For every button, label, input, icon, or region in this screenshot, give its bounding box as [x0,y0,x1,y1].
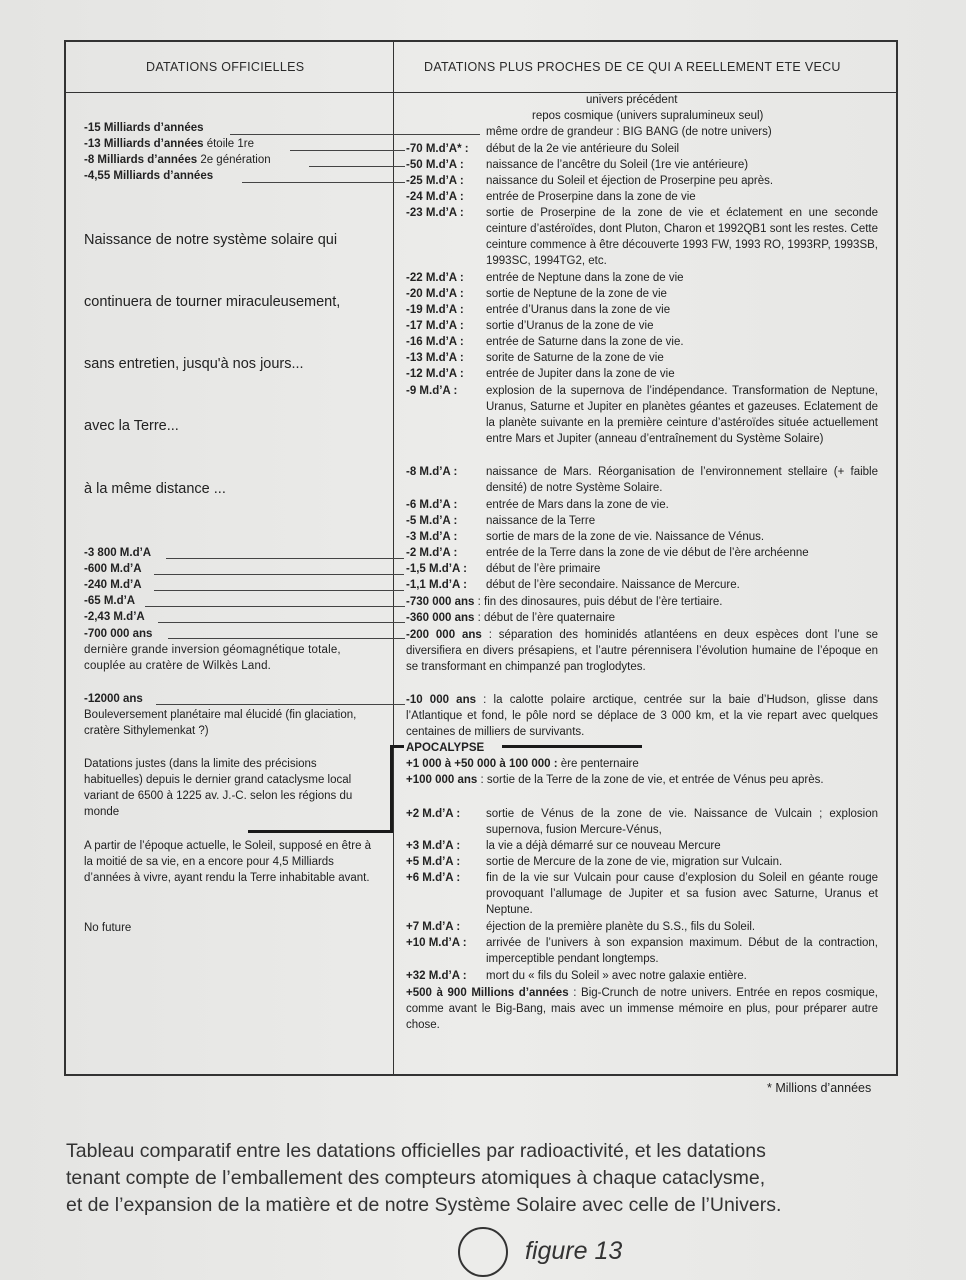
timeline-entry: -10 000 ans : la calotte polaire arctique, centrée sur la baie d’Hudson, glisse dans l’Atlantique et fond, le pôle nord se déplace de 3 000 km, et la vie repart avec quelques centaines de milliers de survivants. [406,694,878,738]
official-date-3: -8 Milliards d’années 2e génération [84,154,271,166]
official-date-2: -13 Milliards d’années étoile 1re [84,138,255,150]
timeline-event: sortie d’Uranus de la zone de vie [486,320,654,332]
connector-line [154,574,404,575]
connector-line [166,558,404,559]
connector-line [158,622,405,623]
timeline-date: -20 M.d’A : [406,288,464,300]
timeline-date: -9 M.d’A : [406,385,458,397]
connector-line [168,638,405,639]
official-date-7: -240 M.d’A [84,579,142,591]
timeline-date: -70 M.d’A* : [406,143,469,155]
timeline-date: -2 M.d’A : [406,547,458,559]
official-date-10: -700 000 ans [84,628,153,640]
official-date-10-text: dernière grande inversion géomagnétique totale, couplée au cratère de Wilkès Land. [84,644,341,672]
caption-line-2: tenant compte de l’emballement des compteurs atomiques à chaque cataclysme, [66,1167,766,1189]
sarcasm-line-4: avec la Terre... [84,418,179,434]
timeline-date: -25 M.d’A : [406,175,464,187]
timeline-event: naissance de la Terre [486,515,596,527]
sarcasm-line-1: Naissance de notre système solaire qui [84,232,338,248]
timeline-event: mort du « fils du Soleil » avec notre galaxie entière. [486,970,747,982]
official-date-11-text: Bouleversement planétaire mal élucidé (fin glaciation, cratère Sithylemenkat ?) [84,709,357,737]
right-cosmic-rest: repos cosmique (univers supralumineux seul) [532,110,764,122]
apocalypse-bracket [502,745,642,748]
timeline-date: -8 M.d’A : [406,466,458,478]
timeline-date: -22 M.d’A : [406,272,464,284]
timeline-date: -6 M.d’A : [406,499,458,511]
timeline-date: +5 M.d’A : [406,856,461,868]
timeline-date: +6 M.d’A : [406,872,461,884]
timeline-event: début de la 2e vie antérieure du Soleil [486,143,680,155]
connector-line [145,606,405,607]
timeline-event: entrée de la Terre dans la zone de vie début de l’ère archéenne [486,547,809,559]
timeline-date: -24 M.d’A : [406,191,464,203]
timeline-event: sortie de Mercure de la zone de vie, migration sur Vulcain. [486,856,783,868]
timeline-date: +7 M.d’A : [406,921,461,933]
timeline-entry: -200 000 ans : séparation des hominidés atlantéens en deux espèces dont l’une se diversifiera en divers présapiens, et l’autre pérennisera l’évolution humaine de l’époque en se transformant en chimpanzé pan troglodytes. [406,629,878,673]
timeline-date: -23 M.d’A : [406,207,464,219]
timeline-date: -17 M.d’A : [406,320,464,332]
apocalypse-label: APOCALYPSE [406,742,485,754]
connector-line [154,590,404,591]
connector-line [156,704,405,705]
apocalypse-bracket [390,745,404,748]
note-no-future: No future [84,922,132,934]
timeline-event: sortie de mars de la zone de vie. Naissance de Vénus. [486,531,765,543]
timeline-date: +10 M.d’A : [406,937,467,949]
timeline-event: sortie de Proserpine de la zone de vie et éclatement en une seconde ceinture d’astéroïdes, dont Pluton, Charon et 1992QB1 sont les restes. Cette ceinture commence à être découverte 1993 FW, 1993 RO, 1993RP, 1993SB, 1993SC, 1994TG2, etc. [486,207,878,267]
timeline-entry: -360 000 ans : début de l’ère quaternaire [406,612,616,624]
timeline-event: entrée d’Uranus dans la zone de vie [486,304,671,316]
timeline-event: naissance de l’ancêtre du Soleil (1re vie antérieure) [486,159,749,171]
connector-line [230,134,480,135]
timeline-event: entrée de Jupiter dans la zone de vie [486,368,675,380]
connector-line [242,182,405,183]
timeline-entry: +1 000 à +50 000 à 100 000 : ère penternaire [406,758,639,770]
note-sun-lifetime: A partir de l’époque actuelle, le Soleil, supposé en être à la moitié de sa vie, en a encore pour 4,5 Milliards d’années à vivre, ayant rendu la Terre inhabitable avant. [84,840,372,884]
timeline-event: arrivée de l’univers à son expansion maximum. Début de la contraction, imperceptible pendant longtemps. [486,937,878,965]
connector-line [290,150,405,151]
timeline-event: début de l’ère primaire [486,563,601,575]
timeline-date: -16 M.d’A : [406,336,464,348]
timeline-event: naissance du Soleil et éjection de Proserpine peu après. [486,175,774,187]
timeline-date: -19 M.d’A : [406,304,464,316]
timeline-date: -13 M.d’A : [406,352,464,364]
timeline-event: fin de la vie sur Vulcain pour cause d’explosion du Soleil en géante rouge provoquant l’allumage de Jupiter et sa fusion avec Saturne, Uranus et Neptune. [486,872,878,916]
timeline-event: entrée de Proserpine dans la zone de vie [486,191,696,203]
page-number-circle [458,1227,508,1277]
timeline-date: -3 M.d’A : [406,531,458,543]
official-date-5: -3 800 M.d’A [84,547,152,559]
timeline-event: sortie de Neptune de la zone de vie [486,288,667,300]
timeline-date: -1,5 M.d’A : [406,563,467,575]
header-left: DATATIONS OFFICIELLES [146,60,305,74]
sarcasm-line-2: continuera de tourner miraculeusement, [84,294,341,310]
timeline-entry: +100 000 ans : sortie de la Terre de la zone de vie, et entrée de Vénus peu après. [406,774,824,786]
apocalypse-bracket [390,745,393,833]
timeline-event: explosion de la supernova de l’indépendance. Transformation de Neptune, Uranus, Saturne et Jupiter en planètes géantes et gazeuses. Eclatement de la planète suivante en la première ceinture d’astéroïdes située actuellement entre Mars et Jupiter (anneau d’entraînement du Système Solaire) [486,385,878,445]
right-big-bang: même ordre de grandeur : BIG BANG (de notre univers) [486,126,772,138]
timeline-event: entrée de Saturne dans la zone de vie. [486,336,684,348]
timeline-date: -1,1 M.d’A : [406,579,467,591]
timeline-event: entrée de Neptune dans la zone de vie [486,272,684,284]
timeline-entry: +500 à 900 Millions d’années : Big-Crunch de notre univers. Entrée en repos cosmique, comme avant le Big-Bang, mais avec un immense mémoire en plus, pour préparer autre chose. [406,987,878,1031]
timeline-date: -5 M.d’A : [406,515,458,527]
caption-line-3: et de l’expansion de la matière et de notre Système Solaire avec celle de l’Univers. [66,1194,782,1216]
apocalypse-bracket [248,830,390,833]
official-date-6: -600 M.d’A [84,563,142,575]
official-date-8: -65 M.d’A [84,595,136,607]
note-accurate-dating: Datations justes (dans la limite des précisions habituelles) depuis le dernier grand cataclysme local variant de 6500 à 1225 av. J.-C. selon les régions du monde [84,758,353,818]
timeline-date: +3 M.d’A : [406,840,461,852]
header-divider [66,92,896,93]
figure-label: figure 13 [525,1237,623,1265]
timeline-date: -50 M.d’A : [406,159,464,171]
official-date-1: -15 Milliards d’années [84,122,204,134]
timeline-event: entrée de Mars dans la zone de vie. [486,499,669,511]
timeline-entry: -730 000 ans : fin des dinosaures, puis début de l’ère tertiaire. [406,596,723,608]
header-right: DATATIONS PLUS PROCHES DE CE QUI A REELLEMENT ETE VECU [424,60,841,74]
footnote: * Millions d’années [767,1081,872,1095]
timeline-event: sortie de Vénus de la zone de vie. Naissance de Vulcain ; explosion supernova, fusion Mercure-Vénus, [486,808,878,836]
sarcasm-line-5: à la même distance ... [84,481,226,497]
timeline-date: +2 M.d’A : [406,808,461,820]
timeline-event: la vie a déjà démarré sur ce nouveau Mercure [486,840,721,852]
official-date-11: -12000 ans [84,693,143,705]
connector-line [309,166,405,167]
sarcasm-line-3: sans entretien, jusqu'à nos jours... [84,356,304,372]
timeline-event: éjection de la première planète du S.S., fils du Soleil. [486,921,756,933]
official-date-4: -4,55 Milliards d’années [84,170,214,182]
timeline-date: +32 M.d’A : [406,970,467,982]
right-previous-universe: univers précédent [586,94,678,106]
timeline-event: début de l’ère secondaire. Naissance de Mercure. [486,579,740,591]
timeline-date: -12 M.d’A : [406,368,464,380]
caption-line-1: Tableau comparatif entre les datations officielles par radioactivité, et les datations [66,1140,766,1162]
timeline-event: naissance de Mars. Réorganisation de l’environnement stellaire (+ faible densité) de notre Système Solaire. [486,466,878,494]
timeline-event: sorite de Saturne de la zone de vie [486,352,664,364]
official-date-9: -2,43 M.d’A [84,611,145,623]
